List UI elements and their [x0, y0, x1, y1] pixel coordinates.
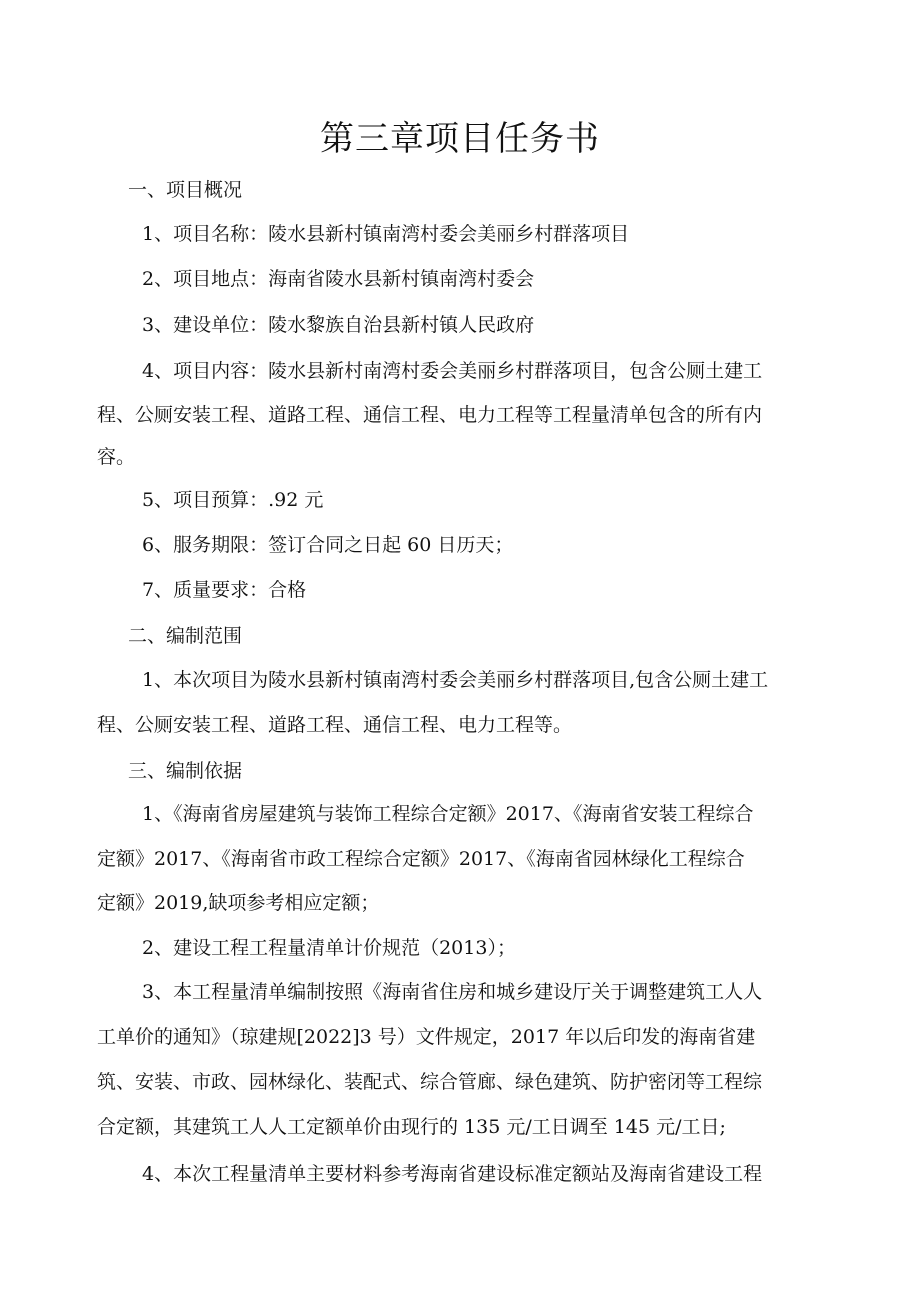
- item-project-name: 1、项目名称：陵水县新村镇南湾村委会美丽乡村群落项目: [142, 223, 630, 245]
- basis-item-3: 3、本工程量清单编制按照《海南省住房和城乡建设厅关于调整建筑工人人: [142, 981, 763, 1003]
- basis-item-3-cont-1: 工单价的通知》（琼建规[2022]3 号）文件规定，2017 年以后印发的海南省建: [97, 1026, 756, 1048]
- basis-item-1-cont-2: 定额》2019,缺项参考相应定额；: [97, 892, 380, 914]
- item-project-location: 2、项目地点：海南省陵水县新村镇南湾村委会: [142, 268, 535, 290]
- section-heading-basis: 三、编制依据: [128, 760, 243, 782]
- scope-item-1: 1、本次项目为陵水县新村镇南湾村委会美丽乡村群落项目,包含公厕土建工: [142, 669, 769, 691]
- item-project-content: 4、项目内容：陵水县新村南湾村委会美丽乡村群落项目，包含公厕土建工: [142, 360, 763, 382]
- basis-item-3-cont-2: 筑、安装、市政、园林绿化、装配式、综合管廊、绿色建筑、防护密闭等工程综: [97, 1071, 763, 1093]
- scope-item-1-cont: 程、公厕安装工程、道路工程、通信工程、电力工程等。: [97, 714, 573, 736]
- item-project-budget: 5、项目预算：.92 元: [142, 489, 324, 511]
- item-project-content-cont-1: 程、公厕安装工程、道路工程、通信工程、电力工程等工程量清单包含的所有内: [97, 404, 763, 426]
- basis-item-1-cont-1: 定额》2017、《海南省市政工程综合定额》2017、《海南省园林绿化工程综合: [97, 848, 745, 870]
- section-heading-scope: 二、编制范围: [128, 625, 243, 647]
- item-quality-requirement: 7、质量要求：合格: [142, 579, 307, 601]
- item-construction-unit: 3、建设单位：陵水黎族自治县新村镇人民政府: [142, 314, 535, 336]
- basis-item-1: 1、《海南省房屋建筑与装饰工程综合定额》2017、《海南省安装工程综合: [142, 803, 754, 825]
- basis-item-3-cont-3: 合定额，其建筑工人人工定额单价由现行的 135 元/工日调至 145 元/工日;: [97, 1116, 726, 1138]
- section-heading-overview: 一、项目概况: [128, 179, 243, 201]
- basis-item-4: 4、本次工程量清单主要材料参考海南省建设标准定额站及海南省建设工程: [142, 1163, 763, 1185]
- chapter-title: 第三章项目任务书: [320, 119, 600, 159]
- item-project-content-cont-2: 容。: [97, 446, 136, 468]
- basis-item-2: 2、建设工程工程量清单计价规范（2013）；: [142, 937, 516, 959]
- item-service-period: 6、服务期限：签订合同之日起 60 日历天；: [142, 534, 514, 556]
